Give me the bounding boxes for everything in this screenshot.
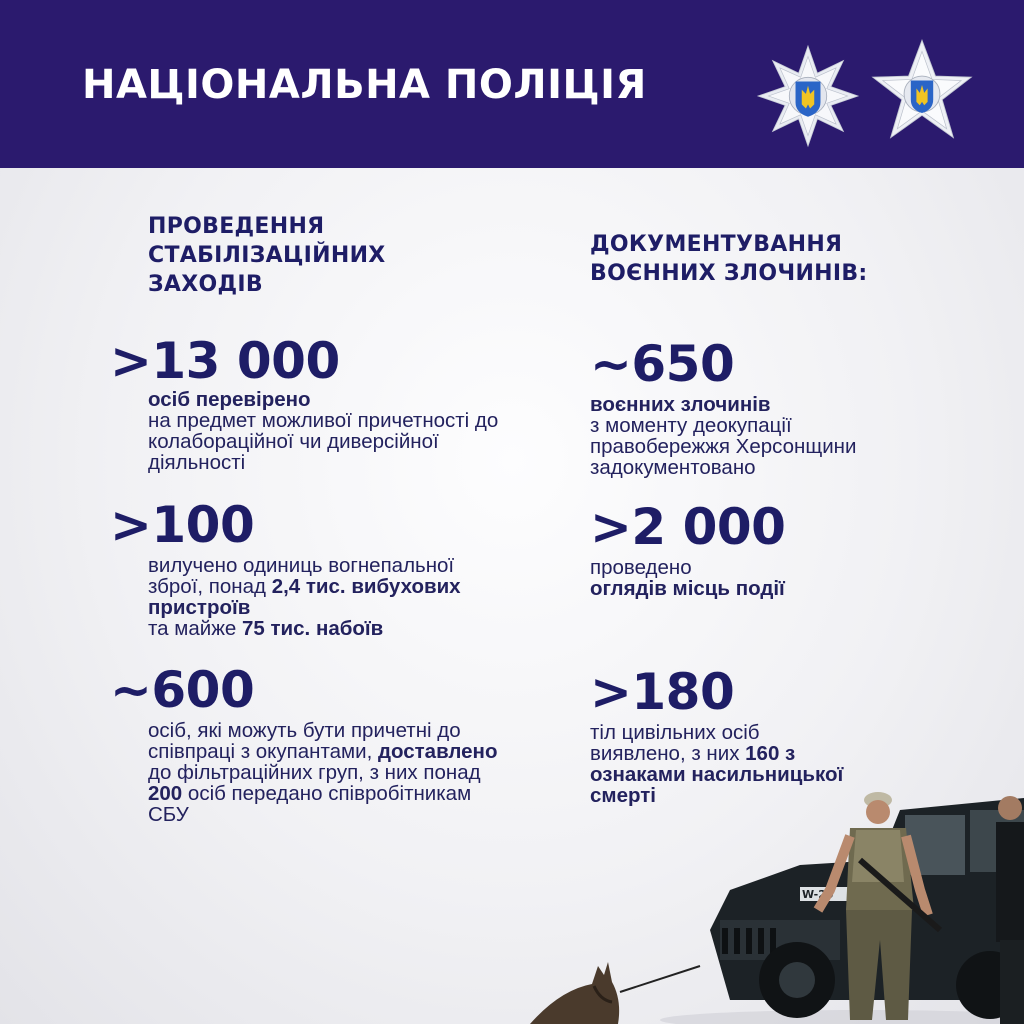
- stat-text: правобережжя Херсонщини: [590, 435, 857, 458]
- stat-text: виявлено, з них: [590, 742, 746, 765]
- right-column-heading: [590, 230, 950, 288]
- stat-text-bold: 200: [148, 782, 183, 805]
- heading-line: СТАБІЛІЗАЦІЙНИХ: [148, 243, 386, 268]
- stat-text: діяльності: [148, 451, 246, 474]
- stat-value: >100: [110, 496, 255, 554]
- stat-value: >13 000: [110, 332, 340, 390]
- plate-text: W-20: [802, 888, 834, 901]
- stat-description: [148, 720, 497, 825]
- stat-text-bold: ознаками насильницької: [590, 763, 844, 786]
- stat-text-bold: 160 з: [745, 742, 796, 765]
- police-scene-illustration: [500, 770, 1024, 1024]
- stat-text-bold: пристроїв: [148, 596, 251, 619]
- stat-text-bold: осіб перевірено: [148, 388, 311, 411]
- police-star-icon: [866, 38, 978, 150]
- stat-text: та майже: [148, 617, 243, 640]
- stat-text-bold: 75 тис. набоїв: [242, 617, 384, 640]
- stat-description: [590, 557, 785, 599]
- heading-line: ВОЄННИХ ЗЛОЧИНІВ:: [590, 261, 868, 286]
- stat-description: [590, 394, 856, 478]
- stat-text: співпраці з окупантами,: [148, 740, 378, 763]
- stat-text: до фільтраційних груп, з них понад: [148, 761, 481, 784]
- stat-text-bold: воєнних злочинів: [590, 393, 771, 416]
- page-title: НАЦІОНАЛЬНА ПОЛІЦІЯ: [82, 62, 647, 108]
- header-banner: [0, 0, 1024, 168]
- stat-text: на предмет можливої причетності до: [148, 409, 499, 432]
- stat-text: осіб, які можуть бути причетні до: [148, 719, 461, 742]
- stat-text: тіл цивільних осіб: [590, 721, 760, 744]
- stat-text: задокументовано: [590, 456, 756, 479]
- stat-value: >2 000: [590, 498, 786, 556]
- stat-value: >180: [590, 663, 735, 721]
- ground-shadow: [660, 1010, 1024, 1024]
- stat-value: ~600: [110, 661, 255, 719]
- heading-line: ДОКУМЕНТУВАННЯ: [590, 232, 843, 257]
- officer-figure: [996, 796, 1024, 1024]
- stat-text-bold: оглядів місць події: [590, 577, 785, 600]
- stat-scene-inspections: [590, 499, 785, 599]
- stat-text-bold: смерті: [590, 784, 656, 807]
- stat-value: ~650: [590, 335, 735, 393]
- stat-text-bold: доставлено: [377, 740, 498, 763]
- left-column-heading: [148, 212, 488, 299]
- stat-description: [148, 555, 461, 639]
- heading-line: ЗАХОДІВ: [148, 272, 263, 297]
- stat-text: з моменту деокупації: [590, 414, 792, 437]
- stat-text: проведено: [590, 556, 692, 579]
- stat-persons-delivered: [110, 662, 497, 825]
- heading-line: ПРОВЕДЕННЯ: [148, 214, 325, 239]
- stat-persons-checked: [110, 333, 498, 473]
- stat-text: осіб передано співробітникам: [182, 782, 472, 805]
- stat-text: вилучено одиниць вогнепальної: [148, 554, 455, 577]
- stat-description: [148, 389, 498, 473]
- dog-figure: [530, 962, 700, 1024]
- stat-text: колабораційної чи диверсійної: [148, 430, 439, 453]
- police-star-icon: [756, 44, 860, 148]
- stat-text-bold: 2,4 тис. вибухових: [271, 575, 461, 598]
- stat-weapons-seized: [110, 497, 461, 639]
- stat-text: СБУ: [148, 803, 189, 826]
- stat-war-crimes: [590, 336, 856, 478]
- stat-text: зброї, понад: [148, 575, 272, 598]
